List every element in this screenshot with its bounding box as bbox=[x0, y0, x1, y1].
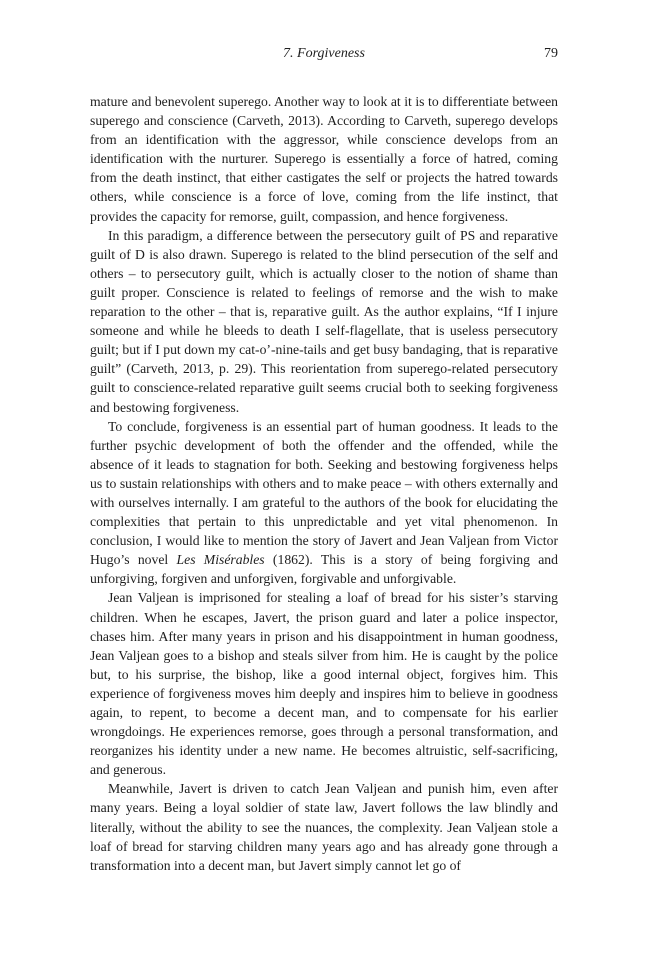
running-head bbox=[90, 46, 558, 66]
text-run: To conclude, forgiveness is an essential part of human goodness. It leads to the further psychic development of both the offender and the offended, while the absence of it leads to stagnation for both. Seeking and bestowing forgiveness helps us to sustain relationships with others and to make peace – with others externally and with ourselves internally. I am grateful to the authors of the book for elucidating the complexities that pertain to this unpredictable and yet vital phenomenon. In conclusion, I would like to mention the story of Javert and Jean Valjean from Victor Hugo’s novel bbox=[90, 418, 558, 568]
page-number: 79 bbox=[544, 46, 558, 61]
text-run: Meanwhile, Javert is driven to catch Jean Valjean and punish him, even after many years. Being a loyal soldier of state law, Javert follows the law blindly and literally, without the ability to see the nuances, the complexity. Jean Valjean stole a loaf of bread for starving children many years ago and has already gone through a transformation into a decent man, but Javert simply cannot let go of bbox=[90, 781, 558, 873]
text-run: (1862). This is a story of being forgiving and unforgiving, forgiven and unforgiven, forgivable and unforgivable. bbox=[90, 552, 558, 587]
paragraph bbox=[90, 226, 558, 417]
paragraph bbox=[90, 417, 558, 589]
running-title: 7. Forgiveness bbox=[283, 46, 365, 61]
paragraph bbox=[90, 779, 558, 874]
paragraph bbox=[90, 92, 558, 226]
text-run: In this paradigm, a difference between the persecutory guilt of PS and reparative guilt of D is also drawn. Superego is related to the blind persecution of the self and others – to persecutory guilt, which is actually closer to the notion of shame than guilt proper. Conscience is related to feelings of remorse and the wish to make reparation to the other – that is, reparative guilt. As the author explains, “If I injure someone and while he bleeds to death I self-flagellate, that is useless persecutory guilt; but if I put down my cat-o’-nine-tails and get busy bandaging, that is reparative guilt” (Carveth, 2013, p. 29). This reorientation from superego-related persecutory guilt to conscience-related reparative guilt seems crucial both to seeking forgiveness and bestowing forgiveness. bbox=[90, 227, 558, 415]
body-text bbox=[90, 92, 558, 875]
text-run: mature and benevolent superego. Another way to look at it is to differentiate between superego and conscience (Carveth, 2013). According to Carveth, superego develops from an identification with the aggressor, while conscience develops from an identification with the nurturer. Superego is essentially a force of hatred, coming from the death instinct, that either castigates the self or projects the hatred towards others, while conscience is a force of love, coming from the life instinct, that provides the capacity for remorse, guilt, compassion, and hence forgiveness. bbox=[90, 94, 558, 224]
text-run: Jean Valjean is imprisoned for stealing a loaf of bread for his sister’s starving children. When he escapes, Javert, the prison guard and later a police inspector, chases him. After many years in prison and his disappointment in human goodness, Jean Valjean goes to a bishop and steals silver from him. He is caught by the police but, to his surprise, the bishop, like a good internal object, forgives him. This experience of forgiveness moves him deeply and inspires him to believe in goodness again, to repent, to become a decent man, and to compensate for his earlier wrongdoings. He experiences remorse, goes through a personal transformation, and reorganizes his identity under a new name. He becomes altruistic, self-sacrificing, and generous. bbox=[90, 590, 558, 778]
book-title: Les Misérables bbox=[176, 552, 265, 568]
paragraph bbox=[90, 588, 558, 779]
